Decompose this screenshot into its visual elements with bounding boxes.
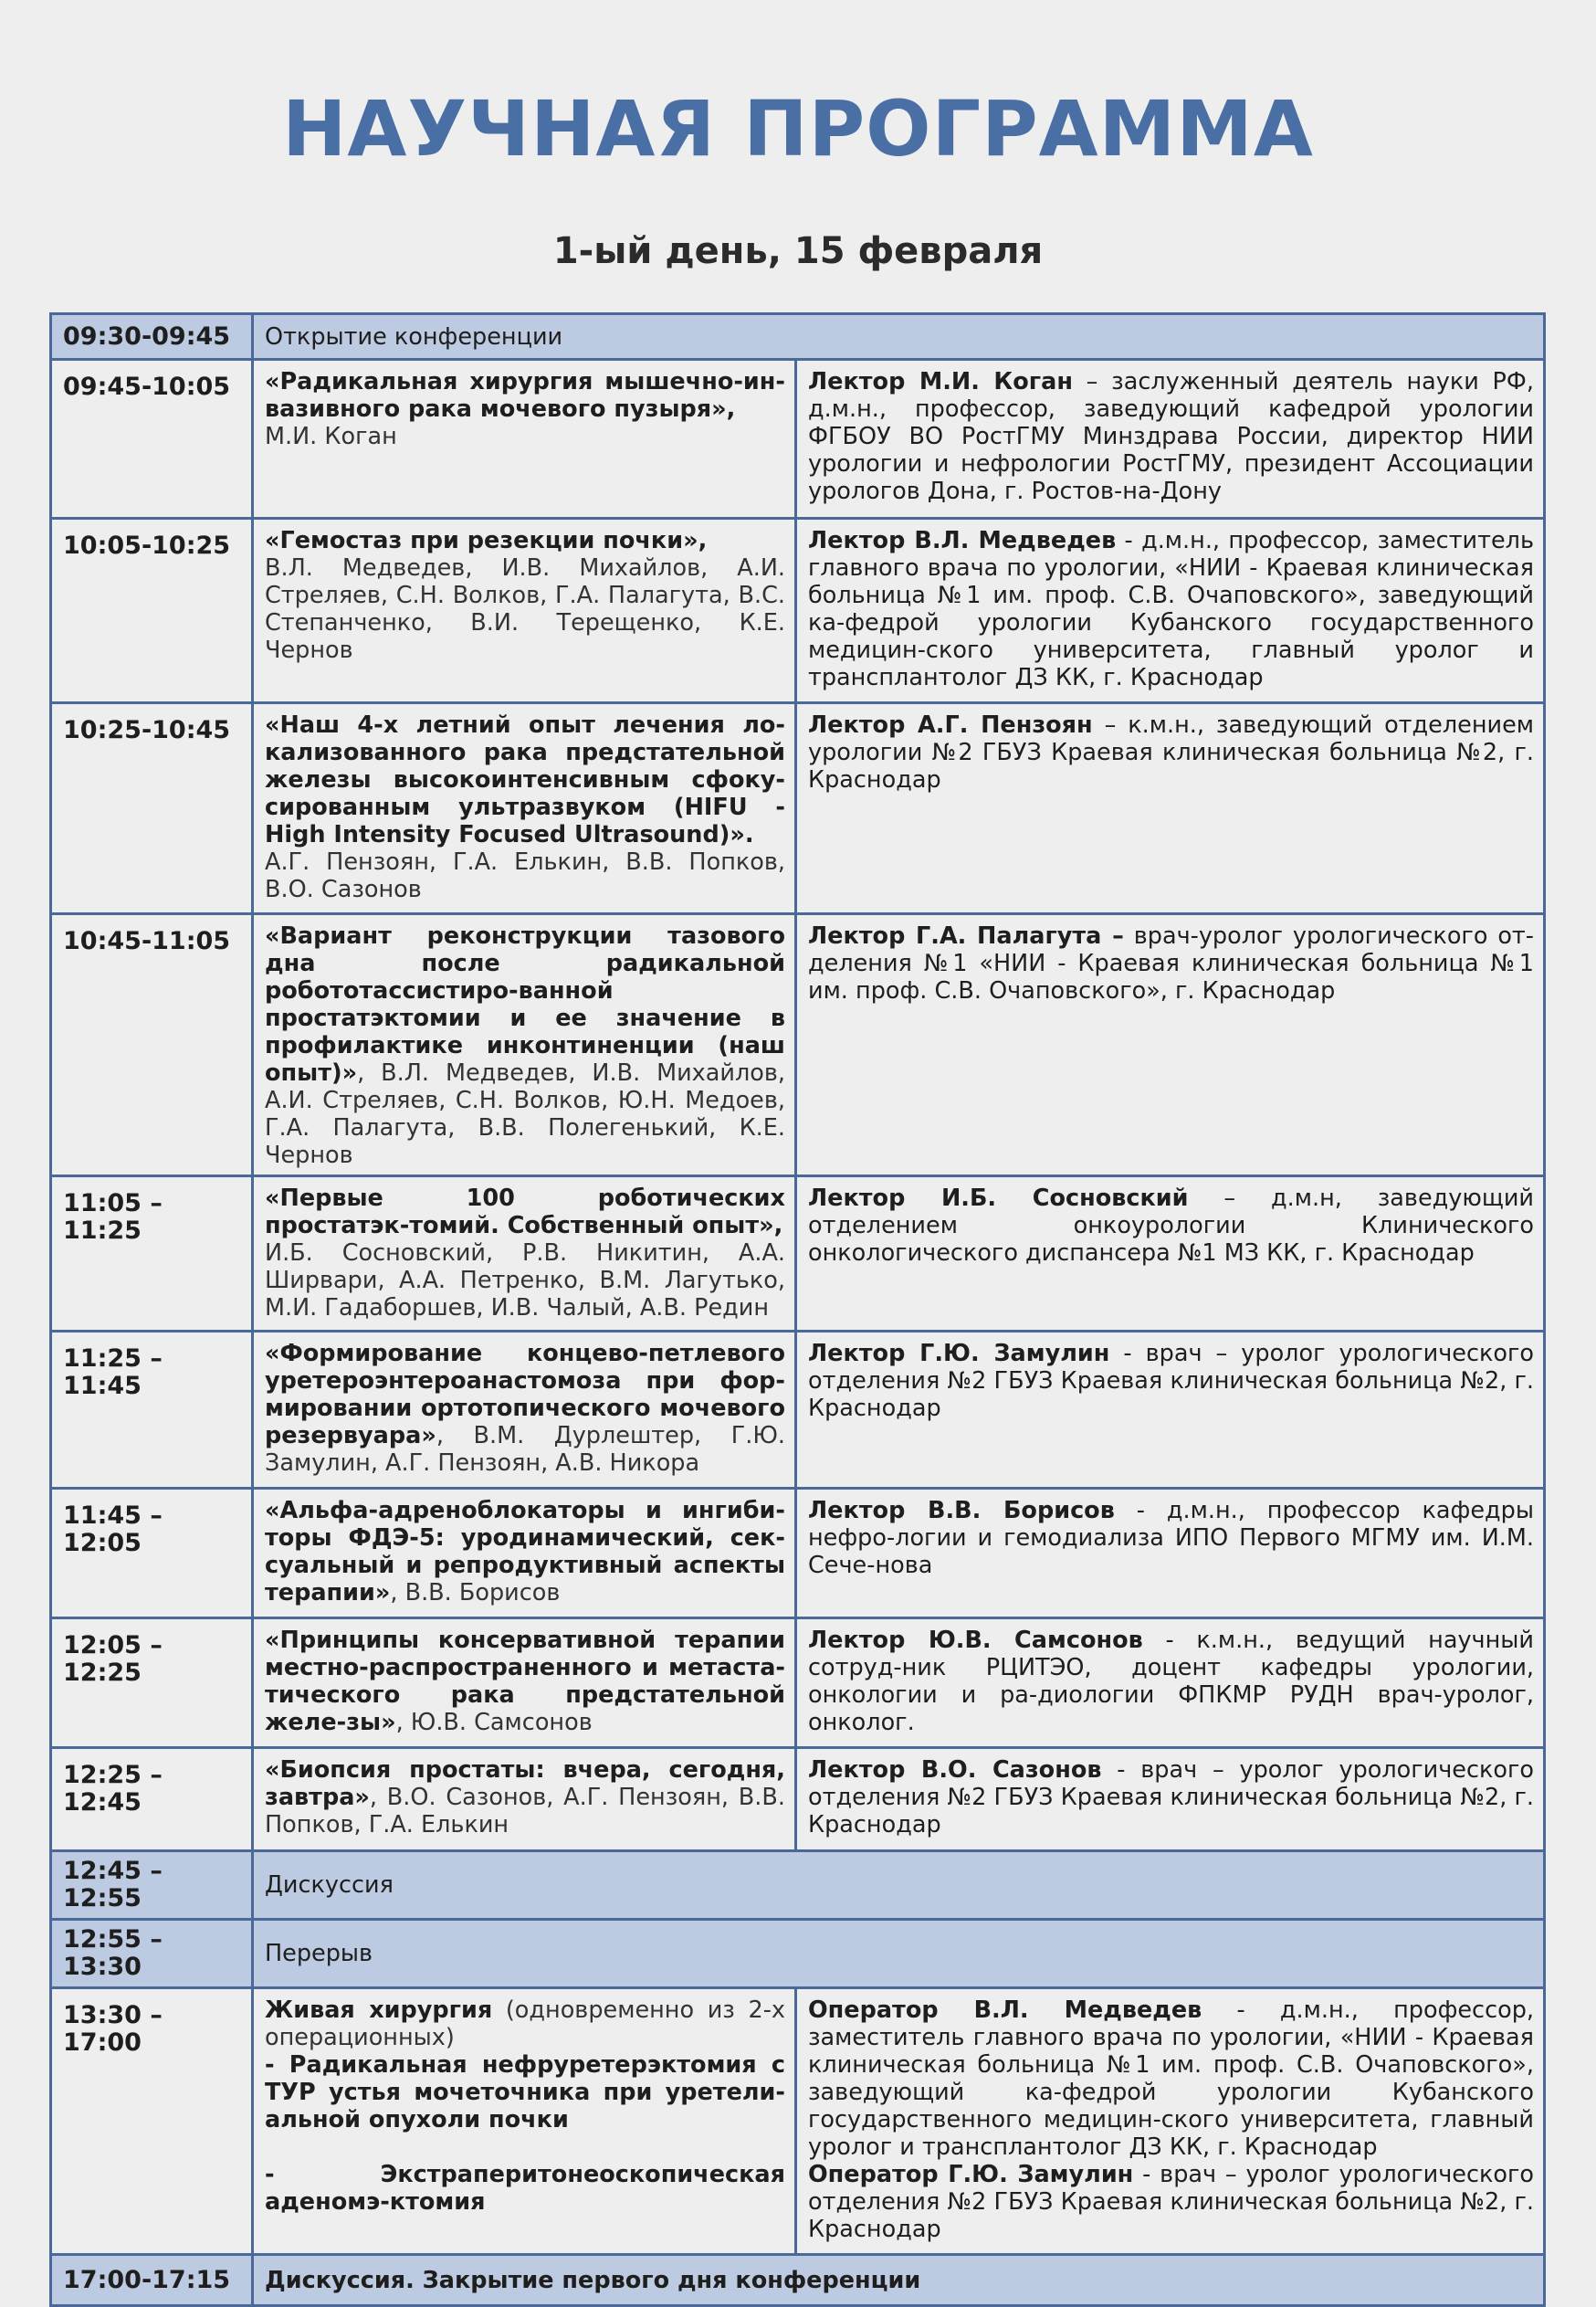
lecturer-cell [796,360,1545,519]
talk-title: «Наш 4-х летний опыт лечения ло-кализованного рака предстательной железы высокоинтенсивным сфоку-сированным ультразвуком (HIFU - High Intensity Focused Ultrasound)». [265,711,785,848]
table-row [51,914,1545,1176]
lecturer-cell [796,1748,1545,1851]
session-label: Перерыв [253,1920,1545,1988]
talk-title: «Альфа-адреноблокаторы и ингиби-торы ФДЭ-5: уродинамический, сек-суальный и репродуктивный аспекты терапии» [265,1497,785,1606]
time-cell: 12:05 – 12:25 [51,1618,253,1748]
time-cell: 11:45 – 12:05 [51,1489,253,1618]
talk-cell [253,1748,796,1851]
operator-info: - врач – уролог урологического отделения №2 ГБУЗ Краевая клиническая больница №2, г. Краснодар [808,2161,1534,2243]
talk-authors: , В.О. Сазонов, А.Г. Пензоян, В.В. Попков, Г.А. Елькин [265,1784,785,1838]
table-row [51,1988,1545,2255]
table-row [51,1920,1545,1988]
time-cell: 09:30-09:45 [51,314,253,360]
table-row [51,519,1545,703]
lecturer-info: врач-уролог урологического от-деления №1 «НИИ - Краевая клиническая больница №1 им. проф. С.В. Очаповского», г. Краснодар [808,922,1534,1005]
live-surgery-cell [253,1988,796,2255]
time-cell: 11:05 – 11:25 [51,1176,253,1332]
live-surgery-title: Живая хирургия [265,1996,493,2024]
talk-authors: М.И. Коган [265,423,397,450]
time-cell: 09:45-10:05 [51,360,253,519]
live-surgery-item: - Экстраперитонеоскопическая аденомэ-ктомия [265,2161,785,2216]
talk-authors: В.Л. Медведев, И.В. Михайлов, А.И. Стреляев, С.Н. Волков, Г.А. Палагута, В.С. Степанченко, В.И. Терещенко, К.Е. Чернов [265,554,785,664]
operator-name: Оператор В.Л. Медведев [808,1996,1202,2024]
lecturer-info: - д.м.н., профессор кафедры нефро-логии и гемодиализа ИПО Первого МГМУ им. И.М. Сече-нова [808,1497,1534,1579]
table-row [51,1851,1545,1920]
lecturer-info: – к.м.н., заведующий отделением урологии №2 ГБУЗ Краевая клиническая больница №2, г. Краснодар [808,711,1534,794]
operator-name: Оператор Г.Ю. Замулин [808,2161,1134,2188]
talk-authors: И.Б. Сосновский, Р.В. Никитин, А.А. Ширвари, А.А. Петренко, В.М. Лагутько, М.И. Гадаборшев, И.В. Чалый, А.В. Редин [265,1239,785,1322]
table-row [51,1489,1545,1618]
lecturer-cell [796,1618,1545,1748]
program-table [49,312,1546,2307]
talk-authors: , В.В. Борисов [390,1579,561,1606]
page-title: НАУЧНАЯ ПРОГРАММА [282,84,1314,174]
talk-title: «Гемостаз при резекции почки», [265,527,708,554]
talk-title: «Вариант реконструкции тазового дна после радикальной робототассистиро-ванной простатэктомии и ее значение в профилактике инконтиненции (наш опыт)» [265,922,785,1087]
lecturer-info: - д.м.н., профессор, заместитель главного врача по урологии, «НИИ - Краевая клиническая больница №1 им. проф. С.В. Очаповского», заведующий ка-федрой урологии Кубанского государственного медицин-ского университета, главный уролог и трансплантолог ДЗ КК, г. Краснодар [808,527,1534,691]
talk-authors: , Ю.В. Самсонов [395,1709,593,1736]
talk-cell [253,360,796,519]
lecturer-name: Лектор Г.А. Палагута – [808,922,1124,950]
table-row [51,2255,1545,2306]
time-cell: 10:05-10:25 [51,519,253,703]
session-label: Дискуссия. Закрытие первого дня конференции [253,2255,1545,2306]
lecturer-name: Лектор В.Л. Медведев [808,527,1117,554]
lecturer-name: Лектор А.Г. Пензоян [808,711,1093,739]
table-row [51,703,1545,914]
talk-cell [253,1332,796,1489]
table-row [51,1176,1545,1332]
table-row [51,360,1545,519]
table-row [51,314,1545,360]
lecturer-cell [796,1332,1545,1489]
talk-title: «Первые 100 роботических простатэк-томий. Собственный опыт», [265,1185,785,1239]
lecturer-cell [796,914,1545,1176]
talk-title: «Формирование концево-петлевого уретероэнтероанастомоза при фор-мировании ортотопического мочевого резервуара» [265,1340,785,1449]
talk-authors: , В.М. Дурлештер, Г.Ю. Замулин, А.Г. Пензоян, А.В. Никора [265,1422,785,1477]
talk-cell [253,519,796,703]
operator-info: - д.м.н., профессор, заместитель главного врача по урологии, «НИИ - Краевая клиническая больница №1 им. проф. С.В. Очаповского», заведующий ка-федрой урологии Кубанского государственного медицин-ского университета, главный уролог и трансплантолог ДЗ КК, г. Краснодар [808,1996,1534,2161]
lecturer-info: - врач – уролог урологического отделения №2 ГБУЗ Краевая клиническая больница №2, г. Краснодар [808,1340,1534,1422]
lecturer-cell [796,703,1545,914]
table-row [51,1748,1545,1851]
talk-authors: , В.Л. Медведев, И.В. Михайлов, А.И. Стреляев, С.Н. Волков, Ю.Н. Медоев, Г.А. Палагута, В.В. Полегенький, К.Е. Чернов [265,1059,785,1169]
time-cell: 12:25 – 12:45 [51,1748,253,1851]
talk-authors: А.Г. Пензоян, Г.А. Елькин, В.В. Попков, В.О. Сазонов [265,848,785,903]
time-cell: 12:45 – 12:55 [51,1851,253,1920]
lecturer-name: Лектор И.Б. Сосновский [808,1185,1189,1212]
lecturer-name: Лектор В.В. Борисов [808,1497,1115,1524]
live-surgery-item: - Радикальная нефруретерэктомия с ТУР устья мочеточника при уретели-альной опухоли почки [265,2051,785,2133]
time-cell: 12:55 – 13:30 [51,1920,253,1988]
lecturer-info: - к.м.н., ведущий научный сотруд-ник РЦИТЭО, доцент кафедры урологии, онкологии и ра-диологии ФПКМР РУДН врач-уролог, онколог. [808,1627,1534,1736]
talk-cell [253,1489,796,1618]
lecturer-info: – д.м.н, заведующий отделением онкоурологии Клинического онкологического диспансера №1 МЗ КК, г. Краснодар [808,1185,1534,1267]
time-cell: 10:25-10:45 [51,703,253,914]
talk-title: «Радикальная хирургия мышечно-ин-вазивного рака мочевого пузыря», [265,368,785,423]
time-cell: 13:30 – 17:00 [51,1988,253,2255]
lecturer-name: Лектор В.О. Сазонов [808,1756,1102,1784]
session-label: Дискуссия [253,1851,1545,1920]
talk-title: «Принципы консервативной терапии местно-распространенного и метаста-тического рака предстательной желе-зы» [265,1627,785,1736]
lecturer-name: Лектор М.И. Коган [808,368,1073,395]
lecturer-info: - врач – уролог урологического отделения №2 ГБУЗ Краевая клиническая больница №2, г. Краснодар [808,1756,1534,1838]
lecturer-name: Лектор Ю.В. Самсонов [808,1627,1143,1654]
time-cell: 11:25 – 11:45 [51,1332,253,1489]
table-row [51,1332,1545,1489]
lecturer-info: – заслуженный деятель науки РФ, д.м.н., профессор, заведующий кафедрой урологии ФГБОУ ВО РостГМУ Минздрава России, директор НИИ урологии и нефрологии РостГМУ, президент Ассоциации урологов Дона, г. Ростов-на-Дону [808,368,1534,505]
lecturer-cell [796,519,1545,703]
talk-cell [253,1176,796,1332]
table-row [51,1618,1545,1748]
operators-cell [796,1988,1545,2255]
day-heading: 1-ый день, 15 февраля [552,230,1044,272]
lecturer-cell [796,1176,1545,1332]
talk-cell [253,914,796,1176]
talk-cell [253,1618,796,1748]
time-cell: 17:00-17:15 [51,2255,253,2306]
talk-title: «Биопсия простаты: вчера, сегодня, завтра» [265,1756,785,1811]
live-surgery-note: (одновременно из 2-х операционных) [265,1996,785,2051]
time-cell: 10:45-11:05 [51,914,253,1176]
talk-cell [253,703,796,914]
session-label: Открытие конференции [253,314,1545,360]
lecturer-cell [796,1489,1545,1618]
lecturer-name: Лектор Г.Ю. Замулин [808,1340,1110,1367]
